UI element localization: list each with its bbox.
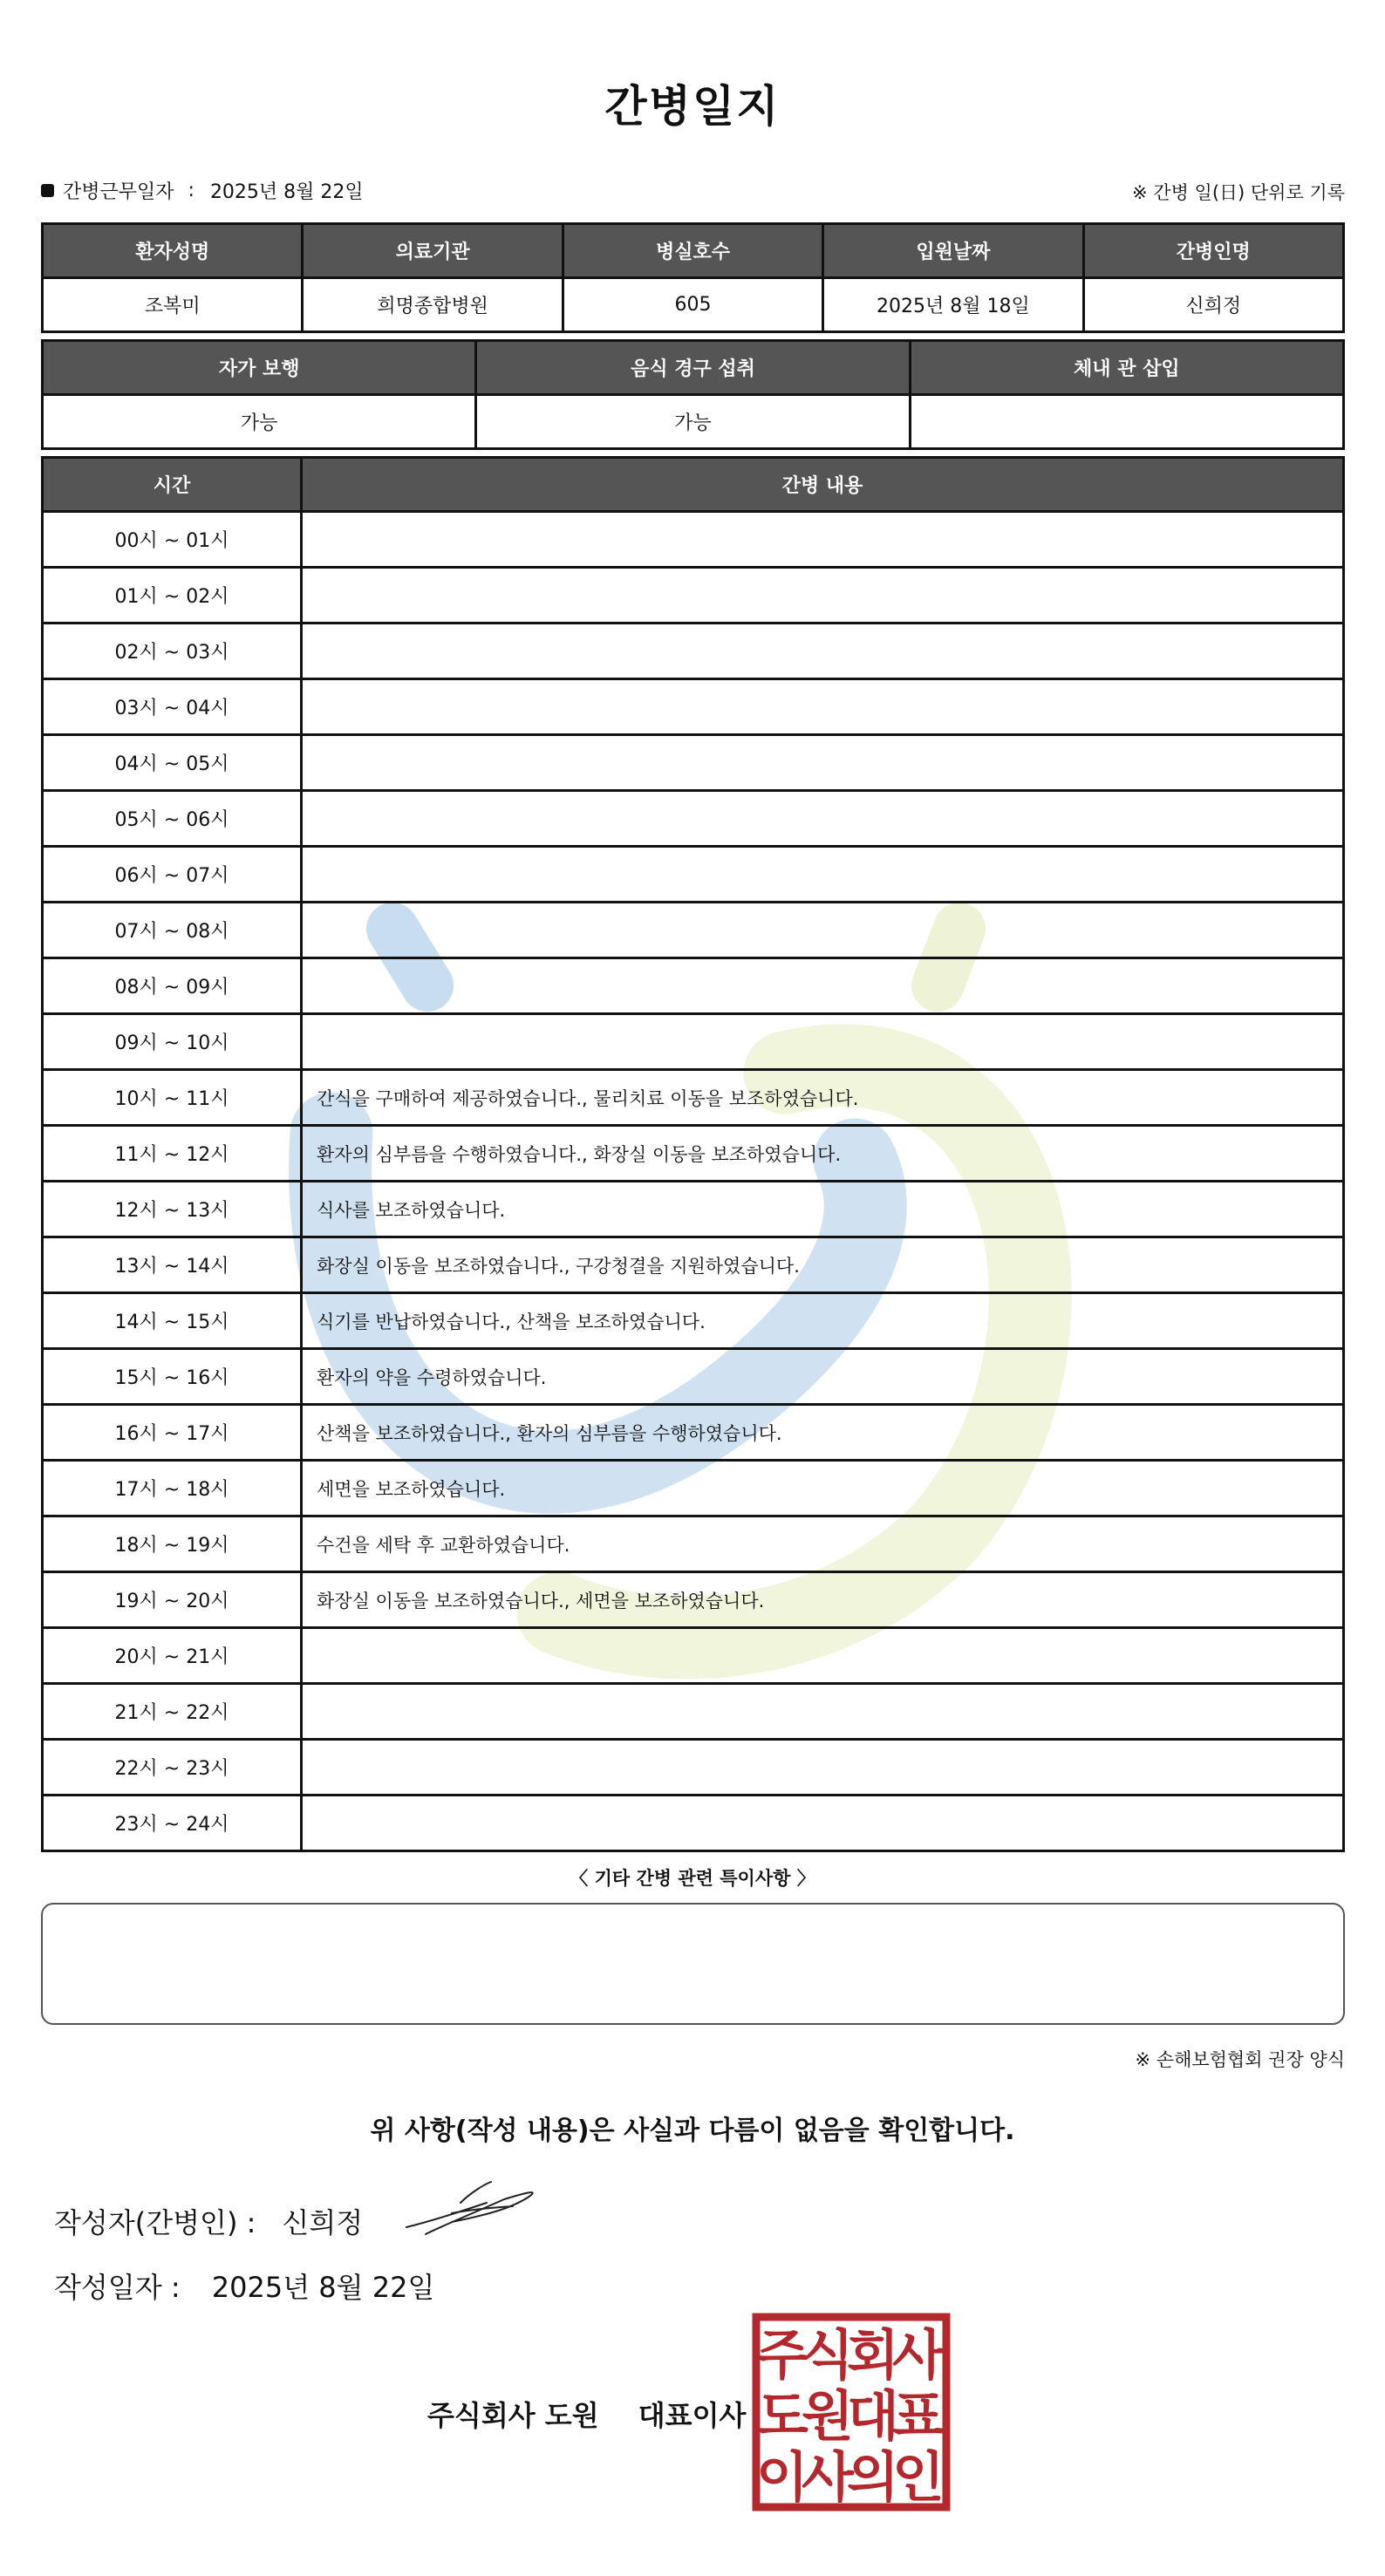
seal-glyph: 주: [756, 2323, 808, 2387]
record-note: ※ 간병 일(日) 단위로 기록: [1132, 182, 1345, 203]
log-content: [302, 1740, 1344, 1796]
log-row: [43, 624, 1344, 679]
log-row: [43, 1349, 1344, 1405]
log-row: [43, 1014, 1344, 1070]
log-time: 11시 ~ 12시: [43, 1126, 302, 1182]
log-content: [302, 512, 1344, 568]
form-note: ※ 손해보험협회 권장 양식: [1135, 2049, 1345, 2070]
log-content: [302, 847, 1344, 903]
log-content: 화장실 이동을 보조하였습니다., 구강청결을 지원하였습니다.: [302, 1237, 1344, 1293]
log-content: [302, 1014, 1344, 1070]
write-date-value: 2025년 8월 22일: [211, 2271, 435, 2304]
writer-label: 작성자(간병인) :: [54, 2206, 256, 2239]
company-seal: [752, 2313, 951, 2511]
log-content: [302, 624, 1344, 679]
log-row: [43, 791, 1344, 847]
seal-glyph: 도: [756, 2384, 808, 2448]
log-time: 07시 ~ 08시: [43, 903, 302, 958]
seal-glyph: 표: [892, 2384, 945, 2448]
log-time: 01시 ~ 02시: [43, 568, 302, 624]
caregiver-name: 신희정: [1083, 278, 1343, 332]
log-time: 04시 ~ 05시: [43, 735, 302, 791]
log-row: [43, 1070, 1344, 1126]
work-date: [41, 177, 364, 204]
patient-value-row: [43, 278, 1344, 332]
work-date-label: 간병근무일자: [63, 181, 174, 203]
write-date-label: 작성일자 :: [54, 2271, 181, 2304]
log-time: 15시 ~ 16시: [43, 1349, 302, 1405]
header-tube-insertion: 체내 관 삽입: [910, 341, 1343, 395]
header-time: 시간: [43, 458, 302, 512]
log-content: 수건을 세탁 후 교환하였습니다.: [302, 1516, 1344, 1572]
write-date-line: [54, 2266, 434, 2306]
seal-glyph: 사: [892, 2323, 945, 2387]
patient-name: 조복미: [43, 278, 303, 332]
log-content: [302, 958, 1344, 1014]
bullet-icon: [41, 184, 54, 197]
log-row: [43, 679, 1344, 735]
header-room: 병실호수: [563, 224, 822, 278]
document-title: 간병일지: [604, 81, 781, 132]
company-signature-line: [427, 2394, 746, 2434]
log-row: [43, 1740, 1344, 1796]
work-date-value: 2025년 8월 22일: [209, 181, 364, 203]
log-row: [43, 512, 1344, 568]
log-row: [43, 1461, 1344, 1516]
log-content: 산책을 보조하였습니다., 환자의 심부름을 수행하였습니다.: [302, 1405, 1344, 1461]
log-time: 00시 ~ 01시: [43, 512, 302, 568]
log-time: 21시 ~ 22시: [43, 1684, 302, 1740]
work-date-separator: :: [188, 180, 194, 201]
seal-glyph: 이: [756, 2445, 808, 2509]
log-header-row: [43, 458, 1344, 512]
seal-glyph: 사: [802, 2445, 854, 2509]
log-content: [302, 568, 1344, 624]
writer-name: 신희정: [282, 2206, 364, 2239]
tube-insertion-value: [910, 395, 1343, 449]
log-row: [43, 1405, 1344, 1461]
header-patient-name: 환자성명: [43, 224, 303, 278]
writer-line: [54, 2201, 363, 2241]
notes-title: 〈 기타 간병 관련 특이사항 〉: [570, 1868, 815, 1889]
log-row: [43, 1126, 1344, 1182]
seal-glyph: 인: [892, 2445, 945, 2509]
header-care-content: 간병 내용: [302, 458, 1344, 512]
log-content: 식기를 반납하였습니다., 산책을 보조하였습니다.: [302, 1293, 1344, 1349]
company-name: 주식회사 도원: [427, 2399, 599, 2432]
self-walking-value: 가능: [43, 395, 476, 449]
seal-glyph: 회: [847, 2323, 899, 2387]
log-content: 식사를 보조하였습니다.: [302, 1182, 1344, 1237]
log-time: 20시 ~ 21시: [43, 1628, 302, 1684]
header-oral-intake: 음식 경구 섭취: [476, 341, 910, 395]
patient-header-row: [43, 224, 1344, 278]
header-self-walking: 자가 보행: [43, 341, 476, 395]
log-content: 간식을 구매하여 제공하였습니다., 물리치료 이동을 보조하였습니다.: [302, 1070, 1344, 1126]
patient-info-table: [41, 222, 1345, 333]
seal-glyph: 대: [847, 2384, 899, 2448]
log-time: 22시 ~ 23시: [43, 1740, 302, 1796]
log-time: 06시 ~ 07시: [43, 847, 302, 903]
log-row: [43, 903, 1344, 958]
log-row: [43, 735, 1344, 791]
log-row: [43, 1182, 1344, 1237]
log-time: 05시 ~ 06시: [43, 791, 302, 847]
log-row: [43, 568, 1344, 624]
log-content: [302, 1796, 1344, 1851]
log-content: [302, 735, 1344, 791]
header-admission-date: 입원날짜: [823, 224, 1083, 278]
log-content: [302, 1628, 1344, 1684]
log-row: [43, 1516, 1344, 1572]
care-log-table: [41, 456, 1345, 1852]
handwritten-signature: [399, 2177, 548, 2246]
seal-glyph: 식: [802, 2323, 854, 2387]
special-notes-box: [41, 1903, 1345, 2025]
seal-glyph: 의: [847, 2445, 899, 2509]
log-content: [302, 903, 1344, 958]
company-title: 대표이사: [638, 2399, 747, 2432]
log-content: [302, 791, 1344, 847]
status-header-row: [43, 341, 1344, 395]
log-time: 13시 ~ 14시: [43, 1237, 302, 1293]
log-row: [43, 1684, 1344, 1740]
log-time: 17시 ~ 18시: [43, 1461, 302, 1516]
log-content: 환자의 심부름을 수행하였습니다., 화장실 이동을 보조하였습니다.: [302, 1126, 1344, 1182]
room-number: 605: [563, 278, 822, 332]
oral-intake-value: 가능: [476, 395, 910, 449]
log-time: 09시 ~ 10시: [43, 1014, 302, 1070]
log-row: [43, 1796, 1344, 1851]
log-time: 18시 ~ 19시: [43, 1516, 302, 1572]
log-time: 10시 ~ 11시: [43, 1070, 302, 1126]
log-time: 12시 ~ 13시: [43, 1182, 302, 1237]
log-content: [302, 679, 1344, 735]
log-row: [43, 1628, 1344, 1684]
admission-date: 2025년 8월 18일: [823, 278, 1083, 332]
log-content: [302, 1684, 1344, 1740]
hospital-name: 희명종합병원: [303, 278, 563, 332]
log-row: [43, 1293, 1344, 1349]
log-time: 19시 ~ 20시: [43, 1572, 302, 1628]
log-time: 08시 ~ 09시: [43, 958, 302, 1014]
header-caregiver-name: 간병인명: [1083, 224, 1343, 278]
log-content: 환자의 약을 수령하였습니다.: [302, 1349, 1344, 1405]
patient-status-table: [41, 339, 1345, 450]
log-time: 03시 ~ 04시: [43, 679, 302, 735]
log-time: 14시 ~ 15시: [43, 1293, 302, 1349]
confirmation-statement: 위 사항(작성 내용)은 사실과 다름이 없음을 확인합니다.: [370, 2116, 1015, 2146]
log-time: 16시 ~ 17시: [43, 1405, 302, 1461]
status-value-row: [43, 395, 1344, 449]
log-row: [43, 958, 1344, 1014]
log-row: [43, 847, 1344, 903]
seal-glyph: 원: [802, 2384, 854, 2448]
log-content: 세면을 보조하였습니다.: [302, 1461, 1344, 1516]
log-content: 화장실 이동을 보조하였습니다., 세면을 보조하였습니다.: [302, 1572, 1344, 1628]
log-row: [43, 1572, 1344, 1628]
header-hospital: 의료기관: [303, 224, 563, 278]
log-time: 23시 ~ 24시: [43, 1796, 302, 1851]
log-time: 02시 ~ 03시: [43, 624, 302, 679]
meta-row: [41, 177, 1345, 205]
log-row: [43, 1237, 1344, 1293]
